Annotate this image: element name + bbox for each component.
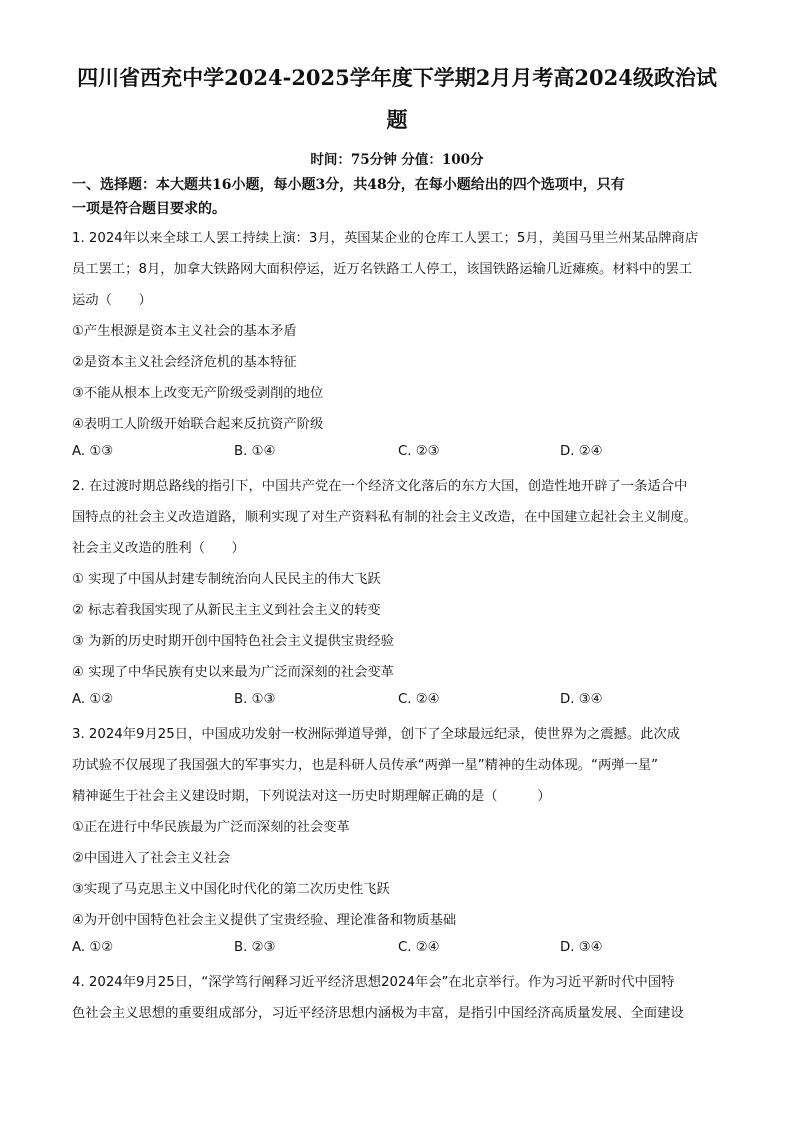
question-1-stem-line-2: 员工罢工；8月，加拿大铁路网大面积停运，近万名铁路工人停工，该国铁路运输几近瘫痪。材料中的罢工: [72, 262, 693, 277]
question-4-stem-line-1: 4. 2024年9月25日，“深学笃行阐释习近平经济思想2024年会”在北京举行。作为习近平新时代中国特: [72, 975, 675, 990]
question-2-item-1: ① 实现了中国从封建专制统治向人民民主的伟大飞跃: [72, 572, 381, 587]
question-3-option-c[interactable]: C. ②④: [398, 940, 440, 955]
exam-time-score: 时间：75分钟 分值：100分: [310, 152, 484, 168]
question-1-option-c[interactable]: C. ②③: [398, 444, 440, 459]
question-2-item-3: ③ 为新的历史时期开创中国特色社会主义提供宝贵经验: [72, 634, 394, 649]
section-heading: 一、选择题：本大题共16小题，每小题3分，共48分，在每小题给出的四个选项中，只有: [72, 177, 625, 193]
question-3-item-1: ①正在进行中华民族最为广泛而深刻的社会变革: [72, 820, 350, 835]
question-2-item-2: ② 标志着我国实现了从新民主主义到社会主义的转变: [72, 603, 381, 618]
question-1-item-2: ②是资本主义社会经济危机的基本特征: [72, 355, 297, 370]
question-1-item-3: ③不能从根本上改变无产阶级受剥削的地位: [72, 386, 324, 401]
question-1-stem-line-3: 运动（ ）: [72, 293, 152, 308]
question-2-stem-line-2: 国特点的社会主义改造道路，顺利实现了对生产资料私有制的社会主义改造，在中国建立起社会主义制度。: [72, 510, 697, 525]
question-2-option-d[interactable]: D. ③④: [560, 692, 603, 707]
question-3-stem-line-3: 精神诞生于社会主义建设时期，下列说法对这一历史时期理解正确的是（ ）: [72, 789, 551, 804]
question-1-options: [72, 444, 734, 464]
question-2-stem-line-1: 2. 在过渡时期总路线的指引下，中国共产党在一个经济文化落后的东方大国，创造性地开辟了一条适合中: [72, 479, 688, 494]
question-2-option-a[interactable]: A. ①②: [72, 692, 114, 707]
question-3-option-d[interactable]: D. ③④: [560, 940, 603, 955]
question-2-item-4: ④ 实现了中华民族有史以来最为广泛而深刻的社会变革: [72, 665, 394, 680]
question-1-option-d[interactable]: D. ②④: [560, 444, 603, 459]
question-2-option-c[interactable]: C. ②④: [398, 692, 440, 707]
question-2-option-b[interactable]: B. ①③: [234, 692, 276, 707]
question-1-option-a[interactable]: A. ①③: [72, 444, 114, 459]
section-heading-continued: 一项是符合题目要求的。: [72, 201, 226, 217]
question-1-item-1: ①产生根源是资本主义社会的基本矛盾: [72, 324, 297, 339]
question-2-stem-line-3: 社会主义改造的胜利（ ）: [72, 541, 245, 556]
question-3-stem-line-2: 功试验不仅展现了我国强大的军事实力，也是科研人员传承“两弹一星”精神的生动体现。“两弹一星”: [72, 758, 659, 773]
question-3-item-3: ③实现了马克思主义中国化时代化的第二次历史性飞跃: [72, 882, 390, 897]
question-2-options: [72, 692, 734, 712]
question-3-stem-line-1: 3. 2024年9月25日，中国成功发射一枚洲际弹道导弹，创下了全球最远纪录，使世界为之震撼。此次成: [72, 727, 681, 742]
question-1-option-b[interactable]: B. ①④: [234, 444, 276, 459]
exam-title-continued: 题: [386, 107, 408, 132]
question-3-option-b[interactable]: B. ②③: [234, 940, 276, 955]
question-1-item-4: ④表明工人阶级开始联合起来反抗资产阶级: [72, 417, 324, 432]
question-3-options: [72, 940, 734, 960]
exam-title: 四川省西充中学2024-2025学年度下学期2月月考高2024级政治试: [77, 65, 717, 90]
question-3-option-a[interactable]: A. ①②: [72, 940, 114, 955]
question-3-item-2: ②中国进入了社会主义社会: [72, 851, 231, 866]
question-3-item-4: ④为开创中国特色社会主义提供了宝贵经验、理论准备和物质基础: [72, 913, 457, 928]
question-1-stem-line-1: 1. 2024年以来全球工人罢工持续上演：3月，英国某企业的仓库工人罢工；5月，美国马里兰州某品牌商店: [72, 231, 699, 246]
question-4-stem-line-2: 色社会主义思想的重要组成部分，习近平经济思想内涵极为丰富，是指引中国经济高质量发展、全面建设: [72, 1006, 684, 1021]
